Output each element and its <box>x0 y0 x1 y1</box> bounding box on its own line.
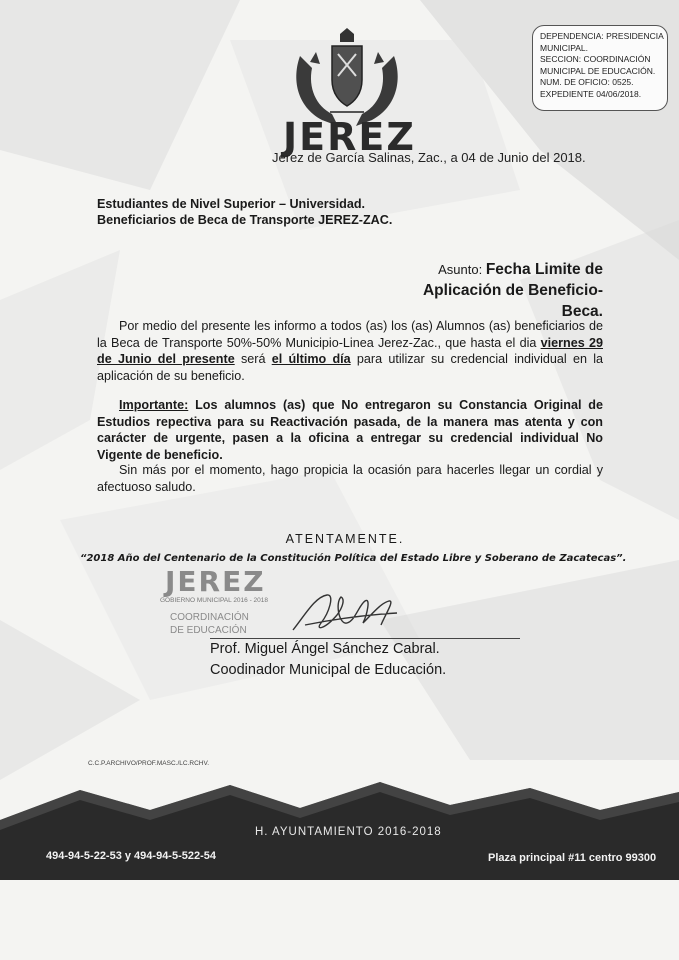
deadline-date: viernes 29 de Junio del presente <box>97 335 603 366</box>
important-label: Importante: <box>119 398 189 412</box>
body-paragraph <box>97 318 603 384</box>
place-date: Jerez de García Salinas, Zac., a 04 de Junio del 2018. <box>272 150 586 165</box>
signer-name: Prof. Miguel Ángel Sánchez Cabral. <box>210 641 440 657</box>
subject-title: Aplicación de Beneficio-Beca. <box>422 282 603 320</box>
ccp-note: C.C.P.ARCHIVO/PROF.MASC./LC.RCHV. <box>88 760 209 767</box>
stamp-line: COORDINACIÓN <box>170 612 249 623</box>
dependency-line: MUNICIPAL. <box>540 42 589 53</box>
dependency-info-box <box>532 25 668 111</box>
footer-address: Plaza principal #11 centro 99300 <box>488 852 657 864</box>
dependency-line: DEPENDENCIA: PRESIDENCIA <box>540 31 664 41</box>
logo-wordmark: JEREZ <box>283 115 416 159</box>
paragraph-text: Sin más por el momento, hago propicia la ocasión para hacerles llegar un cordial y afectuoso saludo. <box>97 463 603 494</box>
handwritten-signature <box>285 585 405 640</box>
stamp-subtitle: GOBIERNO MUNICIPAL 2016 - 2018 <box>160 597 269 604</box>
footer-phones: 494-94-5-22-53 y 494-94-5-522-54 <box>46 850 217 862</box>
footer-ayuntamiento: H. AYUNTAMIENTO 2016-2018 <box>255 826 442 838</box>
office-number-line: NUM. DE OFICIO: 0525. <box>540 77 634 87</box>
addressee-line: Estudiantes de Nivel Superior – Universidad. <box>97 197 366 211</box>
closing-paragraph <box>97 462 603 495</box>
addressee <box>97 196 392 228</box>
addressee-line: Beneficiarios de Beca de Transporte JEREZ-ZAC. <box>97 213 393 227</box>
paragraph-text: será <box>234 352 272 366</box>
paragraph-text: Los alumnos (as) que No entregaron su Constancia Original de Estudios repectiva para su Reactivación pasada, de la manera mas atenta y con carácter de urgente, pasen a la oficina a entregar su credencial individual No Vigente de beneficio. <box>97 398 603 462</box>
subject-label: Asunto: <box>438 262 486 277</box>
subject <box>390 259 603 322</box>
signer-title: Coodinador Municipal de Educación. <box>210 662 447 678</box>
stamp-wordmark: JEREZ <box>165 565 266 598</box>
important-paragraph <box>97 397 603 463</box>
section-line: SECCION: COORDINACIÓN <box>540 54 651 64</box>
last-day-emphasis: el último día <box>271 352 351 366</box>
stamp-line: DE EDUCACIÓN <box>170 625 247 636</box>
signature-line <box>210 638 520 639</box>
paragraph-text: para utilizar su credencial individual en la aplicación de su beneficio. <box>97 352 603 383</box>
file-line: EXPEDIENTE 04/06/2018. <box>540 88 642 99</box>
paragraph-text: Por medio del presente les informo a todos (as) los (as) Alumnos (as) beneficiarios de la Beca de Transporte 50%-50% Municipio-Linea Jerez-Zac., que hasta el dia <box>97 319 603 350</box>
section-line: MUNICIPAL DE EDUCACIÓN. <box>540 65 656 76</box>
motto: “2018 Año del Centenario de la Constitución Política del Estado Libre y Soberano de Zacatecas”. <box>80 553 627 564</box>
subject-title: Fecha Limite de <box>485 261 603 278</box>
atentamente: ATENTAMENTE. <box>285 532 405 546</box>
